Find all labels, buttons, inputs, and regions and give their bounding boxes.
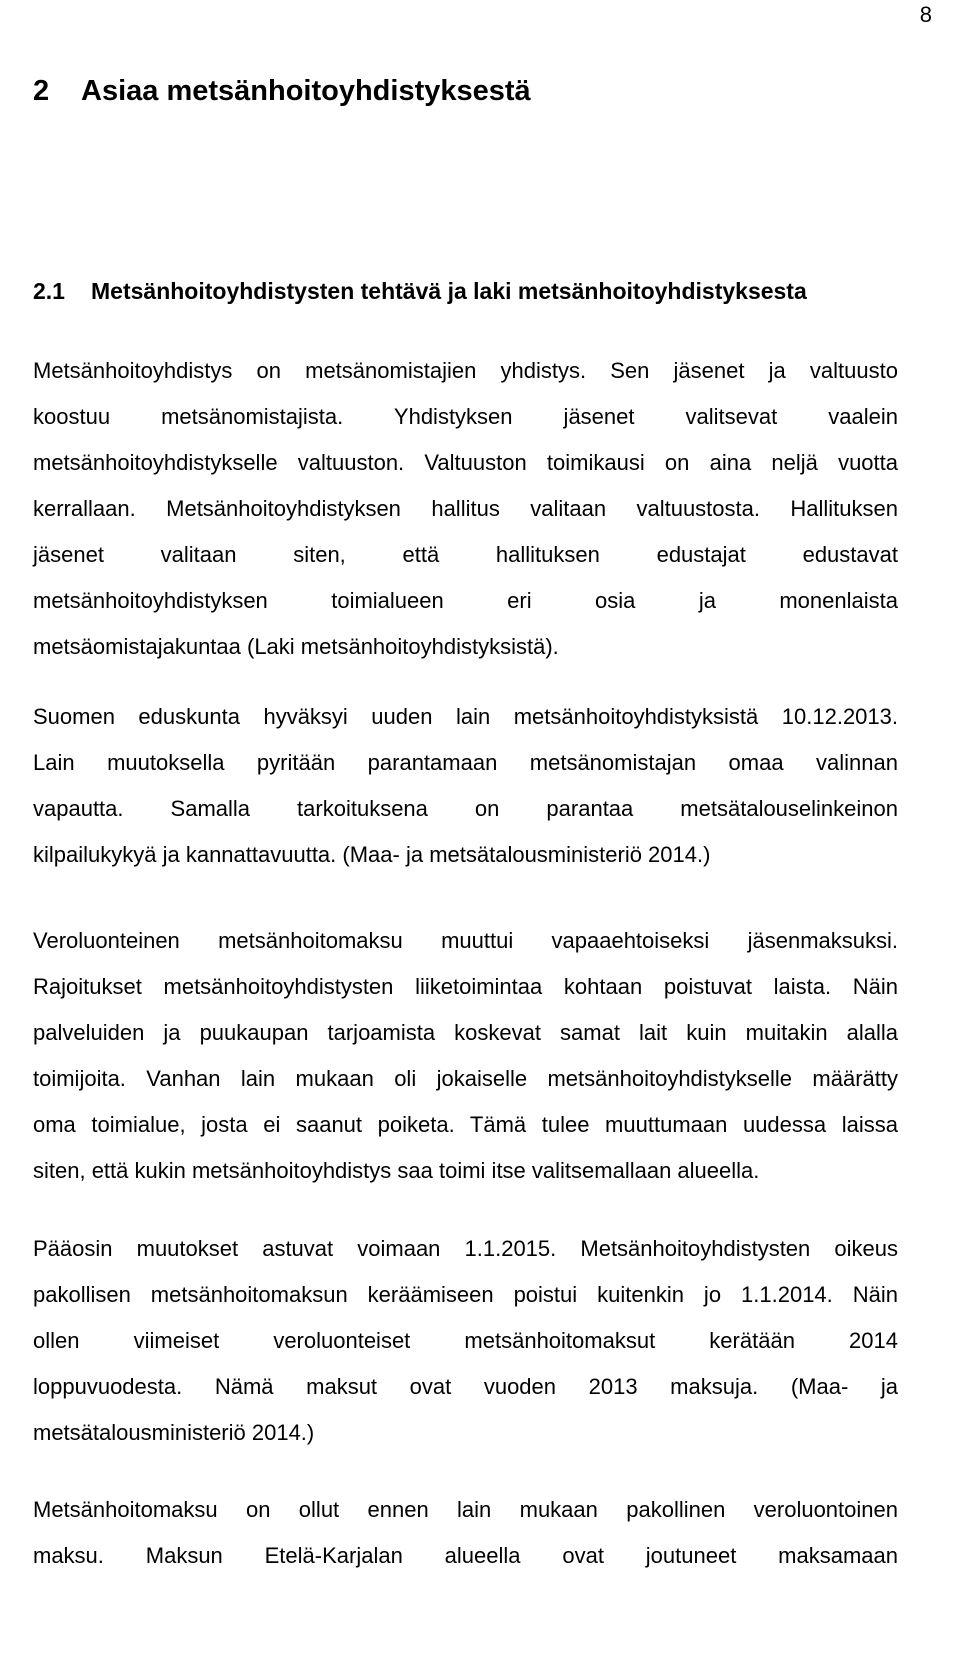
paragraph-association-intro [33, 348, 898, 670]
paragraph-line: ollen viimeiset veroluonteiset metsänhoitomaksut kerätään 2014 [33, 1328, 898, 1353]
paragraph-line: kilpailukykyä ja kannattavuutta. (Maa- ja metsätalousministeriö 2014.) [33, 842, 711, 867]
chapter-title: Asiaa metsänhoitoyhdistyksestä [81, 75, 531, 107]
paragraph-line: metsänhoitoyhdistyksen toimialueen eri osia ja monenlaista [33, 588, 898, 613]
paragraph-line: vapautta. Samalla tarkoituksena on parantaa metsätalouselinkeinon [33, 796, 898, 821]
section-title: Metsänhoitoyhdistysten tehtävä ja laki metsänhoitoyhdistyksesta [91, 278, 807, 304]
paragraph-line: oma toimialue, josta ei saanut poiketa. Tämä tulee muuttumaan uudessa laissa [33, 1112, 898, 1137]
paragraph-line: jäsenet valitaan siten, että hallituksen edustajat edustavat [33, 542, 898, 567]
paragraph-line: Metsänhoitomaksu on ollut ennen lain mukaan pakollinen veroluontoinen [33, 1497, 898, 1522]
paragraph-line: maksu. Maksun Etelä-Karjalan alueella ovat joutuneet maksamaan [33, 1543, 898, 1568]
chapter-heading [33, 74, 531, 108]
paragraph-line: Metsänhoitoyhdistys on metsänomistajien yhdistys. Sen jäsenet ja valtuusto [33, 358, 898, 383]
paragraph-line: metsätalousministeriö 2014.) [33, 1420, 315, 1445]
paragraph-line: Rajoitukset metsänhoitoyhdistysten liiketoimintaa kohtaan poistuvat laista. Näin [33, 974, 898, 999]
section-heading [33, 277, 807, 305]
paragraph-line: pakollisen metsänhoitomaksun keräämiseen poistui kuitenkin jo 1.1.2014. Näin [33, 1282, 898, 1307]
paragraph-line: Lain muutoksella pyritään parantamaan metsänomistajan omaa valinnan [33, 750, 898, 775]
paragraph-line: kerrallaan. Metsänhoitoyhdistyksen hallitus valitaan valtuustosta. Hallituksen [33, 496, 898, 521]
paragraph-line: toimijoita. Vanhan lain mukaan oli jokaiselle metsänhoitoyhdistykselle määrätty [33, 1066, 898, 1091]
paragraph-line: siten, että kukin metsänhoitoyhdistys saa toimi itse valitsemallaan alueella. [33, 1158, 760, 1183]
paragraph-effective-dates [33, 1226, 898, 1456]
paragraph-line: metsänhoitoyhdistykselle valtuuston. Valtuuston toimikausi on aina neljä vuotta [33, 450, 898, 475]
paragraph-line: loppuvuodesta. Nämä maksut ovat vuoden 2013 maksuja. (Maa- ja [33, 1374, 898, 1399]
paragraph-line: metsäomistajakuntaa (Laki metsänhoitoyhdistyksistä). [33, 634, 559, 659]
paragraph-new-law [33, 694, 898, 878]
chapter-number: 2 [33, 75, 50, 107]
paragraph-fee-history [33, 1487, 898, 1579]
section-number: 2.1 [33, 278, 65, 304]
paragraph-line: palveluiden ja puukaupan tarjoamista koskevat samat lait kuin muitakin alalla [33, 1020, 898, 1045]
paragraph-line: Veroluonteinen metsänhoitomaksu muuttui vapaaehtoiseksi jäsenmaksuksi. [33, 928, 898, 953]
paragraph-fee-change [33, 918, 898, 1194]
paragraph-line: Suomen eduskunta hyväksyi uuden lain metsänhoitoyhdistyksistä 10.12.2013. [33, 704, 898, 729]
paragraph-line: koostuu metsänomistajista. Yhdistyksen jäsenet valitsevat vaalein [33, 404, 898, 429]
page-number: 8 [919, 2, 932, 27]
paragraph-line: Pääosin muutokset astuvat voimaan 1.1.2015. Metsänhoitoyhdistysten oikeus [33, 1236, 898, 1261]
